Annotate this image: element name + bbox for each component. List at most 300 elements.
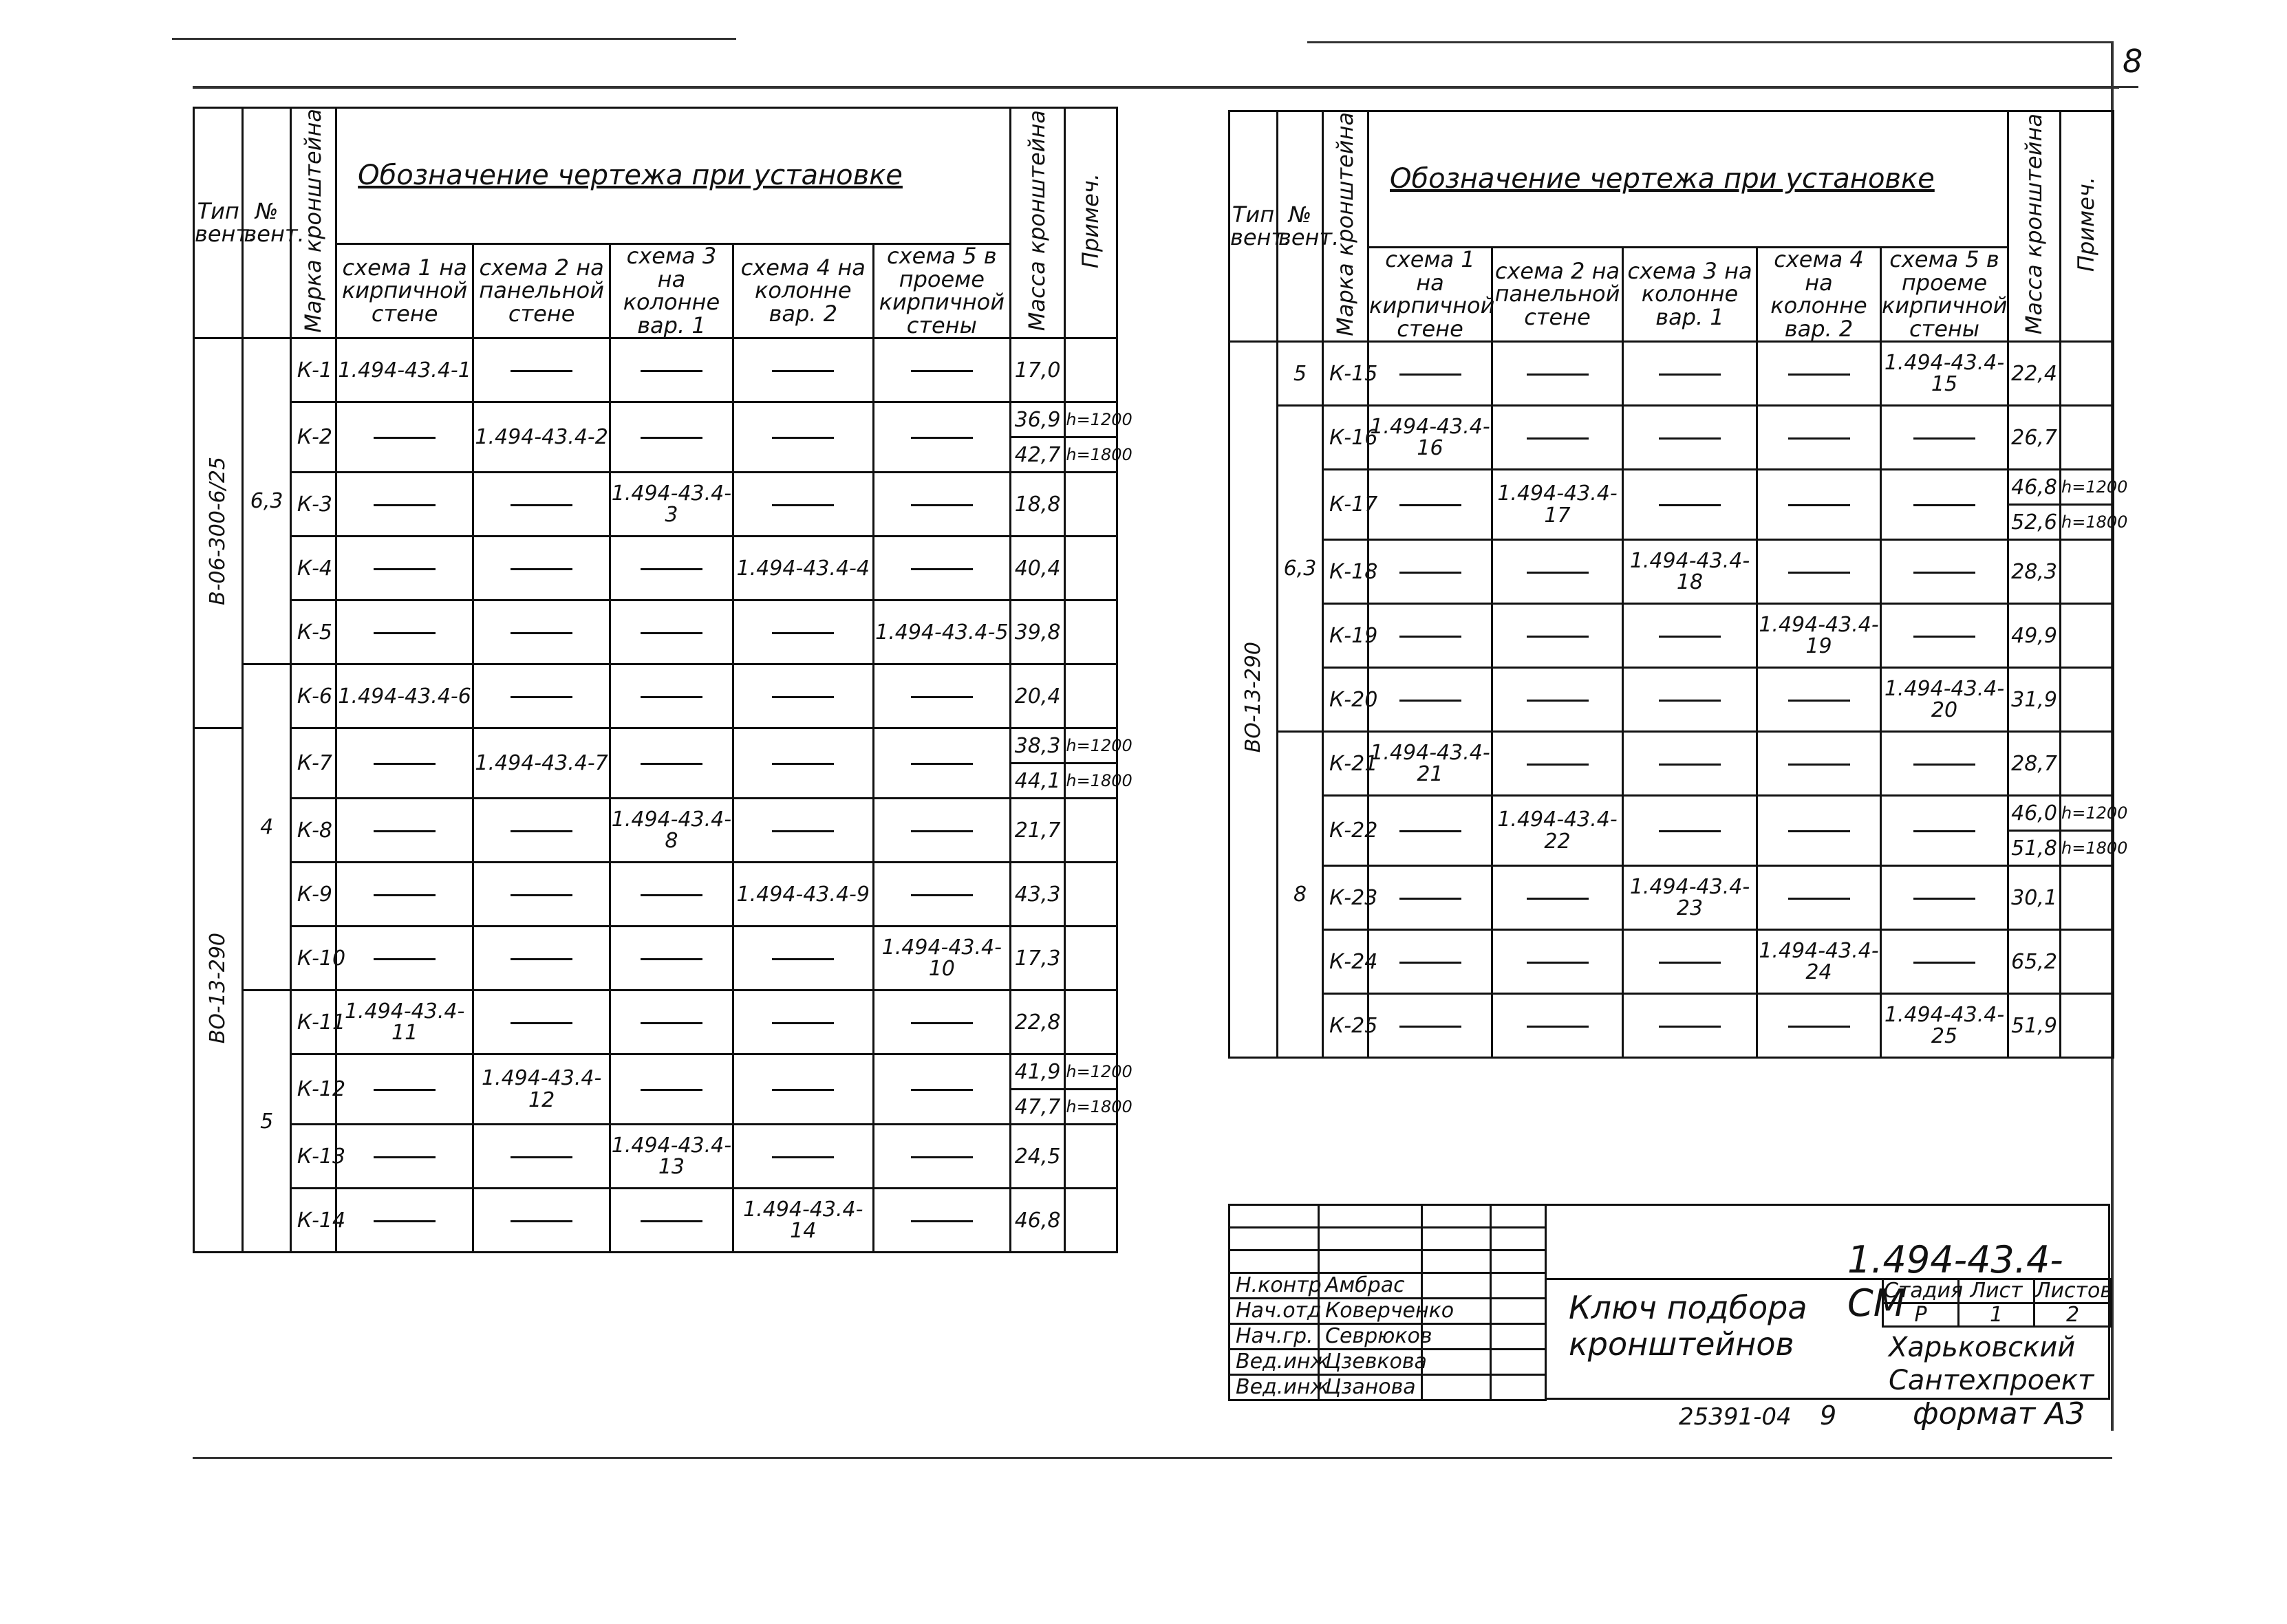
note-cell	[2061, 406, 2114, 470]
header-scheme1	[1368, 246, 1495, 342]
empty-cell	[336, 1054, 473, 1125]
mark-cell	[1323, 604, 1378, 668]
empty-dash	[772, 632, 834, 634]
empty-cell	[1881, 540, 2008, 604]
table-row	[1230, 604, 2114, 668]
note-cell	[1065, 799, 1117, 863]
mass-cell-text: 38,3	[1014, 733, 1061, 758]
mass-cell-text: 46,8	[2011, 475, 2057, 499]
empty-cell	[1492, 342, 1623, 406]
empty-dash	[1788, 373, 1850, 376]
mass-cell	[2008, 831, 2061, 866]
mass-cell	[2008, 732, 2061, 796]
header-scheme2-text: схема 2 на панельной стене	[479, 254, 605, 327]
vent-number-cell-text: 4	[260, 815, 274, 840]
empty-dash	[1788, 898, 1850, 900]
signer-role	[1230, 1324, 1319, 1350]
note-cell-text: h=1200	[1066, 409, 1132, 429]
empty-cell	[733, 799, 873, 863]
note-cell	[2061, 342, 2114, 406]
mark-cell-text: К-2	[297, 425, 333, 450]
empty-cell	[1881, 406, 2008, 470]
header-scheme5	[873, 243, 1010, 338]
mark-cell-text: К-14	[297, 1208, 346, 1233]
mass-cell	[1010, 728, 1065, 764]
header-scheme4	[733, 243, 873, 338]
designation-cell-text: 1.494-43.4-2	[475, 425, 608, 450]
stage-table	[1882, 1278, 2112, 1328]
empty-cell	[733, 927, 873, 990]
empty-cell	[1368, 470, 1492, 540]
header-scheme4-text: схема 4 на колонне вар. 2	[740, 254, 866, 327]
empty-cell	[1623, 604, 1757, 668]
empty-dash	[911, 504, 973, 506]
stamp-empty	[1230, 1228, 1319, 1251]
vent-number-cell-text: 5	[260, 1109, 274, 1134]
mass-cell-text: 42,7	[1014, 442, 1061, 467]
signer-date	[1491, 1324, 1546, 1350]
empty-dash	[1527, 636, 1589, 638]
empty-cell	[1368, 668, 1492, 732]
designation-cell	[1881, 994, 2008, 1058]
right-table	[1228, 110, 2128, 1059]
signer-role-text: Нач.отд	[1236, 1299, 1322, 1323]
empty-cell	[473, 537, 610, 600]
header-num	[243, 108, 305, 338]
empty-dash	[641, 763, 702, 765]
table-row	[194, 402, 1117, 437]
mass-cell	[2008, 796, 2061, 831]
signer-signature	[1422, 1375, 1491, 1400]
signer-name	[1319, 1350, 1427, 1375]
mass-cell	[2008, 406, 2061, 470]
empty-dash	[374, 632, 436, 634]
mark-cell	[290, 1189, 346, 1253]
mark-cell	[290, 990, 346, 1054]
mass-cell	[2008, 470, 2061, 505]
mark-cell	[290, 728, 336, 799]
empty-cell	[473, 473, 610, 537]
empty-dash	[1788, 437, 1850, 440]
empty-cell	[1368, 994, 1492, 1058]
empty-cell	[1492, 866, 1623, 930]
mass-cell	[1010, 927, 1065, 990]
mass-cell	[1010, 537, 1065, 600]
empty-cell	[1492, 994, 1623, 1058]
empty-dash	[1788, 700, 1850, 702]
empty-dash	[1659, 437, 1721, 440]
vent-number-cell	[1278, 732, 1323, 1058]
empty-dash	[1527, 962, 1589, 964]
empty-dash	[511, 1022, 572, 1024]
vent-number-cell	[243, 338, 290, 664]
empty-cell	[1757, 406, 1881, 470]
header-scheme2	[1492, 247, 1623, 341]
mark-cell-text: К-9	[297, 882, 333, 907]
mark-cell-text: К-8	[297, 818, 333, 843]
mass-cell	[2008, 604, 2061, 668]
empty-cell	[873, 990, 1010, 1054]
empty-cell	[1492, 732, 1623, 796]
empty-cell	[336, 728, 473, 799]
header-type	[1230, 111, 1291, 342]
table-row	[194, 799, 1117, 863]
mass-cell	[1010, 437, 1065, 473]
table-row	[194, 863, 1117, 927]
mass-cell-text: 24,5	[1014, 1144, 1061, 1169]
mass-cell-text: 36,9	[1014, 407, 1061, 432]
empty-dash	[374, 1156, 436, 1158]
header-num-text: № вент.	[1278, 201, 1340, 251]
designation-cell-text: 1.494-43.4-1	[338, 358, 471, 382]
designation-cell-text: 1.494-43.4-22	[1497, 808, 1618, 854]
note-cell-text: h=1200	[1066, 1061, 1132, 1081]
empty-cell	[336, 600, 473, 664]
empty-cell	[610, 1189, 733, 1253]
signer-role	[1230, 1375, 1329, 1400]
mark-cell-text: К-22	[1329, 819, 1378, 843]
signer-name-text: Амбрас	[1325, 1273, 1405, 1298]
empty-cell	[733, 728, 873, 799]
designation-cell-text: 1.494-43.4-10	[881, 935, 1002, 982]
empty-cell	[1623, 470, 1757, 540]
empty-dash	[641, 894, 702, 896]
header-mass-text: Масса кронштейна	[2020, 113, 2047, 335]
designation-cell-text: 1.494-43.4-19	[1759, 612, 1879, 659]
header-scheme1	[336, 243, 473, 338]
designation-cell-text: 1.494-43.4-8	[611, 807, 732, 854]
table-row	[194, 990, 1117, 1054]
signer-role	[1230, 1299, 1322, 1324]
header-note	[2061, 111, 2114, 342]
designation-cell	[1492, 796, 1623, 866]
empty-cell	[336, 863, 473, 927]
mass-cell-text: 22,4	[2011, 361, 2057, 386]
empty-dash	[911, 437, 973, 439]
header-type-text: Тип вент.	[195, 197, 256, 248]
mass-cell	[1010, 402, 1065, 437]
note-cell	[1065, 437, 1132, 473]
empty-dash	[1399, 1026, 1461, 1028]
stamp-empty	[1230, 1205, 1319, 1228]
mark-cell	[1323, 994, 1378, 1058]
empty-cell	[873, 402, 1010, 473]
designation-cell-text: 1.494-43.4-14	[743, 1197, 863, 1244]
empty-dash	[511, 504, 572, 506]
empty-cell	[733, 473, 873, 537]
header-scheme5	[1881, 247, 2008, 341]
designation-cell-text: 1.494-43.4-3	[611, 481, 732, 528]
empty-dash	[1527, 700, 1589, 702]
table-row	[1230, 470, 2114, 505]
empty-dash	[1399, 572, 1461, 574]
signer-role-text: Вед.инж	[1236, 1350, 1329, 1374]
stamp-empty	[1422, 1228, 1491, 1251]
sheet-label: Лист	[1959, 1279, 2034, 1303]
signer-signature	[1422, 1350, 1491, 1375]
header-scheme1-text: схема 1 на кирпичной стене	[341, 254, 468, 327]
mass-cell-text: 52,6	[2011, 510, 2057, 534]
empty-dash	[1913, 636, 1975, 638]
mark-cell	[290, 1125, 346, 1189]
empty-cell	[610, 863, 733, 927]
mass-cell-text: 46,8	[1014, 1208, 1061, 1233]
empty-dash	[1527, 572, 1589, 574]
mark-cell-text: К-25	[1329, 1013, 1378, 1038]
empty-cell	[1492, 406, 1623, 470]
signer-date	[1491, 1350, 1546, 1375]
empty-cell	[1623, 930, 1757, 994]
empty-cell	[1757, 866, 1881, 930]
designation-cell-text: 1.494-43.4-7	[475, 751, 608, 776]
empty-cell	[610, 1054, 733, 1125]
empty-dash	[1659, 373, 1721, 376]
mass-cell	[1010, 1125, 1065, 1189]
signer-name-text: Севрюков	[1325, 1324, 1432, 1349]
empty-dash	[911, 568, 973, 570]
designation-cell-text: 1.494-43.4-17	[1497, 481, 1618, 528]
mass-cell-text: 46,0	[2011, 801, 2057, 825]
empty-cell	[1368, 930, 1492, 994]
empty-dash	[511, 894, 572, 896]
table-row	[194, 1125, 1117, 1189]
empty-dash	[511, 696, 572, 698]
designation-cell	[610, 799, 733, 863]
header-mark-text: Марка кронштейна	[299, 109, 326, 333]
designation-cell	[1757, 930, 1881, 994]
mass-cell-text: 40,4	[1014, 556, 1061, 581]
empty-dash	[1399, 504, 1461, 506]
vent-number-cell	[243, 664, 290, 990]
empty-dash	[911, 894, 973, 896]
header-scheme5-text: схема 5 в проеме кирпичной стены	[879, 242, 1005, 338]
empty-dash	[772, 504, 834, 506]
empty-dash	[641, 958, 702, 960]
empty-cell	[873, 1054, 1010, 1125]
sheets-value: 2	[2034, 1303, 2112, 1327]
stage-label: Стадия	[1884, 1279, 1964, 1303]
empty-dash	[1399, 898, 1461, 900]
table-row	[194, 473, 1117, 537]
frame-bottom	[193, 1457, 2112, 1459]
empty-dash	[641, 370, 702, 372]
empty-dash	[1659, 764, 1721, 766]
empty-dash	[911, 370, 973, 372]
empty-dash	[1659, 636, 1721, 638]
doc-code: 1.494-43.4-СМ	[1847, 1238, 2063, 1325]
note-cell	[1065, 402, 1132, 437]
note-cell	[1065, 664, 1117, 728]
empty-dash	[1399, 373, 1461, 376]
table-row	[1230, 930, 2114, 994]
table-row	[194, 1054, 1117, 1090]
empty-dash	[511, 370, 572, 372]
designation-cell	[873, 600, 1010, 664]
empty-cell	[336, 927, 473, 990]
table-row	[1230, 540, 2114, 604]
designation-cell-text: 1.494-43.4-6	[338, 684, 471, 708]
note-cell-text: h=1800	[1066, 1096, 1132, 1116]
mass-cell-text: 39,8	[1014, 620, 1061, 645]
frame-top	[193, 86, 2119, 89]
mass-cell-text: 17,0	[1014, 358, 1061, 382]
mass-cell-text: 28,7	[2011, 751, 2057, 776]
signer-row	[1230, 1324, 1546, 1350]
designation-cell	[336, 990, 473, 1054]
signer-role-text: Н.контр	[1236, 1273, 1322, 1298]
signer-name	[1319, 1299, 1454, 1324]
mark-cell	[290, 863, 336, 927]
mass-cell	[1010, 799, 1065, 863]
note-cell	[2061, 732, 2114, 796]
type-cell	[1230, 342, 1278, 1058]
empty-cell	[733, 990, 873, 1054]
designation-cell	[336, 338, 473, 402]
mass-cell-text: 49,9	[2011, 623, 2057, 648]
vent-number-cell-text: 5	[1293, 361, 1307, 386]
header-scheme3	[1623, 247, 1757, 341]
empty-cell	[1623, 796, 1757, 866]
header-scheme4-text: схема 4 на колонне вар. 2	[1770, 246, 1867, 342]
mark-cell-text: К-17	[1329, 492, 1378, 517]
empty-dash	[911, 696, 973, 698]
note-cell	[1065, 1090, 1132, 1125]
designation-cell-text: 1.494-43.4-13	[611, 1133, 732, 1180]
designation-cell	[733, 1189, 873, 1253]
empty-dash	[1913, 572, 1975, 574]
mass-cell	[2008, 866, 2061, 930]
empty-cell	[873, 473, 1010, 537]
mass-cell-text: 43,3	[1014, 882, 1061, 907]
empty-cell	[1881, 604, 2008, 668]
mass-cell-text: 30,1	[2011, 885, 2057, 910]
empty-cell	[610, 338, 733, 402]
mark-cell-text: К-16	[1329, 425, 1378, 450]
empty-dash	[511, 830, 572, 832]
header-note-text: Примеч.	[1077, 173, 1104, 268]
designation-cell	[1623, 540, 1757, 604]
mark-cell-text: К-13	[297, 1144, 346, 1169]
table-row	[194, 600, 1117, 664]
mass-cell	[1010, 1189, 1065, 1253]
empty-cell	[1623, 994, 1757, 1058]
empty-dash	[911, 830, 973, 832]
empty-cell	[1757, 732, 1881, 796]
empty-dash	[772, 830, 834, 832]
empty-cell	[610, 728, 733, 799]
type-cell	[194, 728, 243, 1253]
empty-cell	[1881, 866, 2008, 930]
sheets-label: Листов	[2035, 1279, 2113, 1303]
mark-cell	[1323, 668, 1378, 732]
mark-cell-text: К-3	[297, 492, 333, 517]
header-designation	[336, 108, 1011, 244]
table-row	[1230, 796, 2114, 831]
empty-dash	[511, 958, 572, 960]
header-mass	[2008, 111, 2061, 342]
empty-cell	[733, 1054, 873, 1125]
empty-dash	[1788, 1026, 1850, 1028]
header-scheme3	[610, 243, 733, 338]
empty-dash	[772, 763, 834, 765]
vent-number-cell-text: 6,3	[250, 489, 283, 514]
designation-cell-text: 1.494-43.4-4	[736, 556, 870, 581]
empty-cell	[1368, 540, 1492, 604]
empty-dash	[911, 763, 973, 765]
mark-cell	[290, 537, 336, 600]
designation-cell	[610, 1125, 733, 1189]
note-cell-text: h=1800	[2061, 838, 2128, 858]
empty-cell	[873, 1189, 1010, 1253]
mark-cell-text: К-19	[1329, 623, 1378, 648]
note-cell-text: h=1800	[1066, 444, 1132, 464]
note-cell	[2061, 668, 2114, 732]
empty-cell	[1757, 342, 1881, 406]
stamp-empty	[1422, 1205, 1491, 1228]
signer-name	[1319, 1375, 1422, 1400]
header-scheme2-text: схема 2 на панельной стене	[1494, 257, 1620, 330]
empty-cell	[610, 927, 733, 990]
empty-cell	[1881, 796, 2008, 866]
empty-dash	[374, 568, 436, 570]
mark-cell	[1323, 470, 1378, 540]
mark-cell	[1323, 406, 1378, 470]
note-cell	[1065, 863, 1117, 927]
empty-dash	[772, 696, 834, 698]
mark-cell-text: К-6	[297, 684, 333, 708]
note-cell-text: h=1200	[1066, 735, 1132, 755]
empty-cell	[1492, 930, 1623, 994]
designation-cell	[1492, 470, 1623, 540]
signer-row	[1230, 1273, 1546, 1299]
empty-cell	[873, 728, 1010, 799]
empty-cell	[336, 537, 473, 600]
header-scheme2	[473, 243, 610, 338]
header-scheme4	[1757, 247, 1881, 341]
empty-dash	[641, 1220, 702, 1222]
header-note	[1065, 108, 1117, 338]
designation-cell	[473, 402, 610, 473]
empty-dash	[641, 568, 702, 570]
mark-cell	[290, 338, 336, 402]
type-cell-text: ВО-13-290	[1241, 642, 1265, 753]
empty-dash	[772, 370, 834, 372]
vent-number-cell	[1278, 342, 1323, 406]
empty-dash	[1913, 437, 1975, 440]
empty-cell	[1368, 796, 1492, 866]
note-cell	[2061, 866, 2114, 930]
vent-number-cell-text: 8	[1293, 883, 1307, 907]
empty-dash	[772, 1022, 834, 1024]
empty-cell	[873, 338, 1010, 402]
signer-row	[1230, 1299, 1546, 1324]
empty-cell	[336, 402, 473, 473]
header-scheme5-text: схема 5 в проеме кирпичной стены	[1882, 246, 2008, 342]
empty-dash	[772, 437, 834, 439]
mark-cell	[290, 600, 336, 664]
header-designation	[1368, 111, 2008, 248]
header-designation-text: Обозначение чертежа при установке	[358, 160, 903, 192]
mass-cell	[1010, 600, 1065, 664]
signer-name-text: Цзевкова	[1325, 1350, 1427, 1374]
empty-dash	[1659, 700, 1721, 702]
designation-cell-text: 1.494-43.4-24	[1759, 938, 1879, 985]
signer-row	[1230, 1375, 1546, 1400]
empty-dash	[374, 437, 436, 439]
mass-cell-text: 21,7	[1014, 818, 1061, 843]
mark-cell-text: К-23	[1329, 885, 1378, 910]
mass-cell-text: 65,2	[2011, 949, 2057, 974]
